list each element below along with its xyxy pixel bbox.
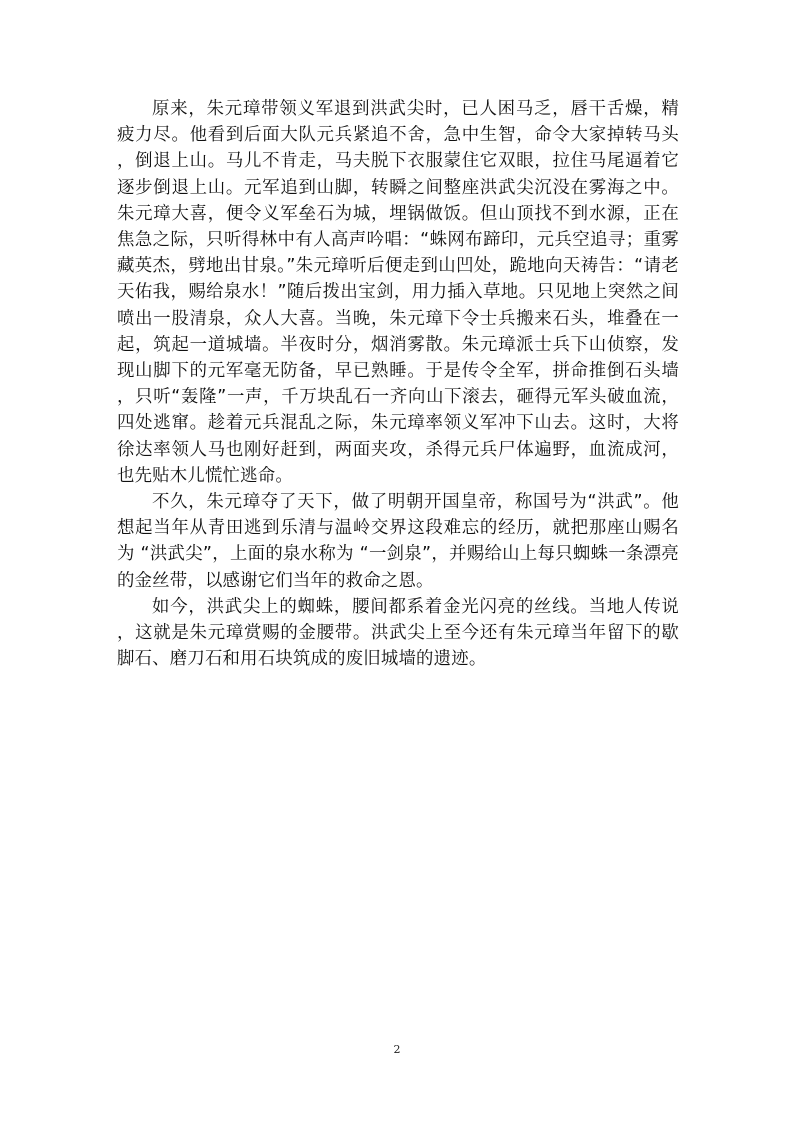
paragraph-2: 不久，朱元璋夺了天下，做了明朝开国皇帝，称国号为“洪武”。他想起当年从青田逃到乐清与温岭交界这段难忘的经历，就把那座山赐名为 “洪武尖”，上面的泉水称为 “一剑泉”，并赐给山上每只蜘蛛一条漂亮的金丝带，以感谢它们当年的救命之恩。 [117,492,679,591]
paragraph-1: 原来，朱元璋带领义军退到洪武尖时，已人困马乏，唇干舌燥，精疲力尽。他看到后面大队元兵紧追不舍，急中生智，命令大家掉转马头，倒退上山。马儿不肯走，马夫脱下衣服蒙住它双眼，拉住马尾逼着它逐步倒退上山。元军追到山脚，转瞬之间整座洪武尖沉没在雾海之中。朱元璋大喜，便令义军垒石为城，埋锅做饭。但山顶找不到水源，正在焦急之际，只听得林中有人高声吟唱：“蛛网布蹄印，元兵空追寻；重雾藏英杰，劈地出甘泉。”朱元璋听后便走到山凹处，跪地向天祷告：“请老天佑我，赐给泉水！”随后拨出宝剑，用力插入草地。只见地上突然之间喷出一股清泉，众人大喜。当晚，朱元璋下令士兵搬来石头，堆叠在一起，筑起一道城墙。半夜时分，烟消雾散。朱元璋派士兵下山侦察，发现山脚下的元军毫无防备，早已熟睡。于是传令全军，拼命推倒石头墙，只听“轰隆”一声，千万块乱石一齐向山下滚去，砸得元军头破血流，四处逃窜。趁着元兵混乱之际，朱元璋率领义军冲下山去。这时，大将徐达率领人马也刚好赶到，两面夹攻，杀得元兵尸体遍野，血流成河，也先贴木儿慌忙逃命。 [117,99,679,486]
text-body [117,96,679,672]
paragraph-3: 如今，洪武尖上的蜘蛛，腰间都系着金光闪亮的丝线。当地人传说，这就是朱元璋赏赐的金腰带。洪武尖上至今还有朱元璋当年留下的歇脚石、磨刀石和用石块筑成的废旧城墙的遗迹。 [117,596,679,670]
page-number: 2 [393,1043,401,1056]
